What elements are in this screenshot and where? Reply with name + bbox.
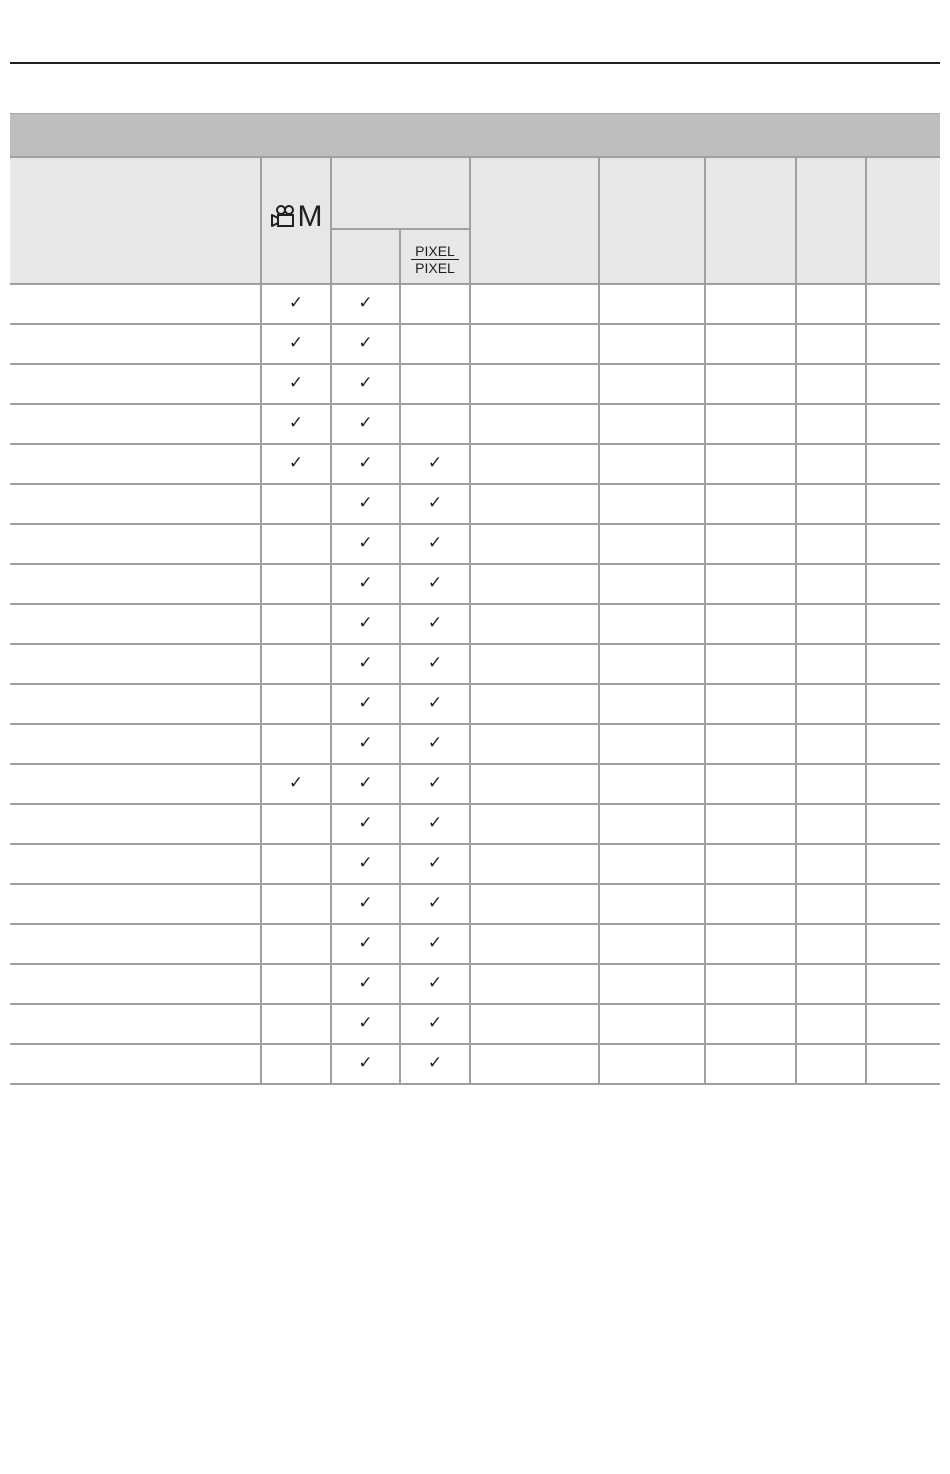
header-cell-pixel-pixel	[400, 229, 470, 284]
checkmark-icon: ✓	[358, 733, 373, 753]
empty-cell-col6	[599, 404, 705, 444]
checkmark-icon: ✓	[427, 653, 443, 673]
checkmark-icon: ✓	[358, 333, 373, 353]
check-cell-c3	[400, 524, 470, 564]
empty-cell-col8	[796, 924, 866, 964]
check-cell-c2	[331, 1044, 400, 1084]
empty-cell-col7	[705, 924, 796, 964]
empty-cell-col6	[599, 964, 705, 1004]
empty-cell-col8	[796, 364, 866, 404]
empty-cell-col7	[705, 644, 796, 684]
empty-cell-col8	[796, 964, 866, 1004]
check-cell-c2	[331, 724, 400, 764]
check-cell-c3	[400, 324, 470, 364]
table-row	[10, 284, 940, 324]
empty-cell-col5	[470, 964, 599, 1004]
empty-cell-col6	[599, 804, 705, 844]
empty-cell-col7	[705, 284, 796, 324]
empty-cell-col9	[866, 524, 940, 564]
checkmark-icon: ✓	[288, 453, 304, 473]
empty-cell-col7	[705, 364, 796, 404]
row-label	[10, 484, 261, 524]
movie-camera-icon	[271, 204, 297, 230]
check-cell-c1	[261, 324, 331, 364]
row-label	[10, 964, 261, 1004]
empty-cell-col9	[866, 844, 940, 884]
checkmark-icon: ✓	[358, 1053, 373, 1073]
check-cell-c3	[400, 884, 470, 924]
check-cell-c3	[400, 764, 470, 804]
checkmark-icon: ✓	[427, 773, 443, 793]
check-cell-c3	[400, 924, 470, 964]
empty-cell-col9	[866, 484, 940, 524]
checkmark-icon: ✓	[288, 293, 304, 313]
checkmark-icon: ✓	[358, 453, 373, 473]
check-cell-c2	[331, 524, 400, 564]
checkmark-icon: ✓	[358, 853, 373, 873]
check-cell-c2	[331, 1004, 400, 1044]
empty-cell-col6	[599, 524, 705, 564]
check-cell-c2	[331, 364, 400, 404]
table-row	[10, 684, 940, 724]
checkmark-icon: ✓	[427, 973, 443, 993]
empty-cell-col5	[470, 524, 599, 564]
row-label	[10, 324, 261, 364]
top-rule	[10, 62, 940, 64]
pixel-pixel-label	[411, 243, 459, 277]
empty-cell-col6	[599, 284, 705, 324]
empty-cell-col9	[866, 764, 940, 804]
empty-cell-col6	[599, 644, 705, 684]
empty-cell-col6	[599, 764, 705, 804]
checkmark-icon: ✓	[358, 773, 373, 793]
table-row	[10, 564, 940, 604]
check-cell-c3	[400, 644, 470, 684]
empty-cell-col8	[796, 404, 866, 444]
empty-cell-col9	[866, 604, 940, 644]
checkmark-icon: ✓	[358, 1013, 373, 1033]
row-label	[10, 524, 261, 564]
row-label	[10, 644, 261, 684]
check-cell-c3	[400, 964, 470, 1004]
empty-cell-col8	[796, 524, 866, 564]
table-row	[10, 1044, 940, 1084]
empty-cell-col7	[705, 844, 796, 884]
table-row	[10, 524, 940, 564]
empty-cell-col5	[470, 564, 599, 604]
checkmark-icon: ✓	[358, 573, 373, 593]
check-cell-c1	[261, 364, 331, 404]
header-cell-col5	[470, 157, 599, 284]
check-cell-c1	[261, 804, 331, 844]
empty-cell-col8	[796, 1044, 866, 1084]
checkmark-icon: ✓	[427, 693, 443, 713]
empty-cell-col8	[796, 324, 866, 364]
check-cell-c2	[331, 804, 400, 844]
empty-cell-col9	[866, 324, 940, 364]
check-cell-c3	[400, 364, 470, 404]
check-cell-c3	[400, 444, 470, 484]
empty-cell-col8	[796, 844, 866, 884]
header-cell-group	[331, 157, 470, 229]
check-cell-c1	[261, 604, 331, 644]
checkmark-icon: ✓	[288, 413, 304, 433]
empty-cell-col8	[796, 724, 866, 764]
empty-cell-col9	[866, 924, 940, 964]
check-cell-c3	[400, 484, 470, 524]
checkmark-icon: ✓	[358, 933, 373, 953]
table-row	[10, 364, 940, 404]
movie-mode-label	[271, 202, 322, 232]
empty-cell-col5	[470, 844, 599, 884]
row-label	[10, 284, 261, 324]
table-row	[10, 324, 940, 364]
row-label	[10, 724, 261, 764]
check-cell-c1	[261, 1004, 331, 1044]
check-cell-c2	[331, 884, 400, 924]
empty-cell-col5	[470, 444, 599, 484]
empty-cell-col9	[866, 684, 940, 724]
checkmark-icon: ✓	[288, 333, 304, 353]
check-cell-c3	[400, 1044, 470, 1084]
empty-cell-col8	[796, 684, 866, 724]
table-row	[10, 724, 940, 764]
empty-cell-col6	[599, 1004, 705, 1044]
empty-cell-col9	[866, 284, 940, 324]
empty-cell-col7	[705, 804, 796, 844]
checkmark-icon: ✓	[427, 1013, 443, 1033]
check-cell-c3	[400, 284, 470, 324]
empty-cell-col7	[705, 684, 796, 724]
feature-compatibility-table	[10, 156, 940, 1085]
row-label	[10, 764, 261, 804]
empty-cell-col5	[470, 884, 599, 924]
row-label	[10, 604, 261, 644]
empty-cell-col9	[866, 1044, 940, 1084]
check-cell-c1	[261, 444, 331, 484]
empty-cell-col6	[599, 684, 705, 724]
check-cell-c3	[400, 404, 470, 444]
empty-cell-col6	[599, 884, 705, 924]
checkmark-icon: ✓	[358, 813, 373, 833]
empty-cell-col6	[599, 604, 705, 644]
table-row	[10, 924, 940, 964]
header-cell-group-sub1	[331, 229, 400, 284]
check-cell-c3	[400, 804, 470, 844]
empty-cell-col7	[705, 564, 796, 604]
empty-cell-col5	[470, 324, 599, 364]
table-row	[10, 964, 940, 1004]
check-cell-c1	[261, 884, 331, 924]
empty-cell-col8	[796, 804, 866, 844]
checkmark-icon: ✓	[427, 493, 443, 513]
empty-cell-col5	[470, 724, 599, 764]
pixel-denominator: PIXEL	[415, 260, 455, 277]
empty-cell-col7	[705, 1044, 796, 1084]
check-cell-c1	[261, 484, 331, 524]
checkmark-icon: ✓	[358, 653, 373, 673]
row-label	[10, 404, 261, 444]
empty-cell-col9	[866, 724, 940, 764]
empty-cell-col7	[705, 444, 796, 484]
empty-cell-col5	[470, 1044, 599, 1084]
check-cell-c1	[261, 964, 331, 1004]
empty-cell-col5	[470, 804, 599, 844]
header-cell-movie-mode	[261, 157, 331, 284]
empty-cell-col7	[705, 884, 796, 924]
check-cell-c1	[261, 724, 331, 764]
checkmark-icon: ✓	[358, 293, 373, 313]
checkmark-icon: ✓	[427, 813, 443, 833]
pixel-numerator: PIXEL	[415, 242, 455, 259]
checkmark-icon: ✓	[427, 733, 443, 753]
checkmark-icon: ✓	[358, 533, 373, 553]
check-cell-c3	[400, 564, 470, 604]
row-label	[10, 684, 261, 724]
table-header-row-top	[10, 157, 940, 229]
check-cell-c1	[261, 644, 331, 684]
table-row	[10, 1004, 940, 1044]
checkmark-icon: ✓	[358, 373, 373, 393]
row-label	[10, 364, 261, 404]
table-row	[10, 644, 940, 684]
empty-cell-col6	[599, 1044, 705, 1084]
check-cell-c2	[331, 404, 400, 444]
check-cell-c2	[331, 924, 400, 964]
row-label	[10, 564, 261, 604]
empty-cell-col9	[866, 644, 940, 684]
check-cell-c2	[331, 484, 400, 524]
empty-cell-col7	[705, 1004, 796, 1044]
table-row	[10, 604, 940, 644]
check-cell-c1	[261, 564, 331, 604]
empty-cell-col8	[796, 444, 866, 484]
empty-cell-col8	[796, 484, 866, 524]
check-cell-c2	[331, 604, 400, 644]
row-label	[10, 804, 261, 844]
empty-cell-col7	[705, 724, 796, 764]
empty-cell-col9	[866, 404, 940, 444]
empty-cell-col6	[599, 724, 705, 764]
check-cell-c3	[400, 1004, 470, 1044]
check-cell-c2	[331, 764, 400, 804]
empty-cell-col5	[470, 364, 599, 404]
empty-cell-col9	[866, 884, 940, 924]
empty-cell-col5	[470, 484, 599, 524]
header-cell-col6	[599, 157, 705, 284]
check-cell-c2	[331, 844, 400, 884]
check-cell-c2	[331, 564, 400, 604]
check-cell-c2	[331, 964, 400, 1004]
empty-cell-col7	[705, 964, 796, 1004]
check-cell-c2	[331, 284, 400, 324]
empty-cell-col5	[470, 924, 599, 964]
empty-cell-col9	[866, 804, 940, 844]
section-header-bar	[10, 113, 940, 156]
header-cell-item	[10, 157, 261, 284]
empty-cell-col7	[705, 404, 796, 444]
checkmark-icon: ✓	[358, 973, 373, 993]
empty-cell-col5	[470, 684, 599, 724]
check-cell-c1	[261, 924, 331, 964]
check-cell-c1	[261, 404, 331, 444]
empty-cell-col5	[470, 764, 599, 804]
check-cell-c2	[331, 324, 400, 364]
empty-cell-col5	[470, 284, 599, 324]
empty-cell-col9	[866, 364, 940, 404]
empty-cell-col7	[705, 324, 796, 364]
check-cell-c2	[331, 684, 400, 724]
movie-mode-letter: M	[297, 200, 322, 233]
table-row	[10, 844, 940, 884]
empty-cell-col6	[599, 444, 705, 484]
checkmark-icon: ✓	[358, 413, 373, 433]
checkmark-icon: ✓	[427, 1053, 443, 1073]
empty-cell-col8	[796, 764, 866, 804]
checkmark-icon: ✓	[358, 613, 373, 633]
checkmark-icon: ✓	[427, 613, 443, 633]
checkmark-icon: ✓	[427, 533, 443, 553]
table-row	[10, 404, 940, 444]
checkmark-icon: ✓	[288, 373, 304, 393]
row-label	[10, 844, 261, 884]
empty-cell-col9	[866, 964, 940, 1004]
checkmark-icon: ✓	[288, 773, 304, 793]
empty-cell-col7	[705, 604, 796, 644]
check-cell-c1	[261, 284, 331, 324]
check-cell-c1	[261, 684, 331, 724]
row-label	[10, 1044, 261, 1084]
empty-cell-col5	[470, 604, 599, 644]
check-cell-c2	[331, 444, 400, 484]
check-cell-c2	[331, 644, 400, 684]
empty-cell-col9	[866, 1004, 940, 1044]
checkmark-icon: ✓	[427, 933, 443, 953]
check-cell-c3	[400, 724, 470, 764]
empty-cell-col8	[796, 1004, 866, 1044]
row-label	[10, 1004, 261, 1044]
empty-cell-col8	[796, 564, 866, 604]
empty-cell-col6	[599, 484, 705, 524]
empty-cell-col6	[599, 844, 705, 884]
table-row	[10, 804, 940, 844]
empty-cell-col8	[796, 644, 866, 684]
empty-cell-col8	[796, 604, 866, 644]
empty-cell-col7	[705, 524, 796, 564]
checkmark-icon: ✓	[427, 853, 443, 873]
check-cell-c3	[400, 684, 470, 724]
check-cell-c1	[261, 844, 331, 884]
row-label	[10, 924, 261, 964]
table-row	[10, 444, 940, 484]
header-cell-col7	[705, 157, 796, 284]
table-row	[10, 764, 940, 804]
empty-cell-col6	[599, 324, 705, 364]
empty-cell-col7	[705, 484, 796, 524]
empty-cell-col5	[470, 404, 599, 444]
checkmark-icon: ✓	[358, 693, 373, 713]
check-cell-c1	[261, 764, 331, 804]
checkmark-icon: ✓	[427, 573, 443, 593]
row-label	[10, 884, 261, 924]
header-cell-col9	[866, 157, 940, 284]
check-cell-c3	[400, 604, 470, 644]
empty-cell-col9	[866, 444, 940, 484]
empty-cell-col7	[705, 764, 796, 804]
checkmark-icon: ✓	[358, 893, 373, 913]
checkmark-icon: ✓	[358, 493, 373, 513]
empty-cell-col6	[599, 364, 705, 404]
checkmark-icon: ✓	[427, 453, 443, 473]
empty-cell-col8	[796, 284, 866, 324]
empty-cell-col5	[470, 644, 599, 684]
empty-cell-col5	[470, 1004, 599, 1044]
checkmark-icon: ✓	[427, 893, 443, 913]
check-cell-c1	[261, 524, 331, 564]
row-label	[10, 444, 261, 484]
check-cell-c3	[400, 844, 470, 884]
check-cell-c1	[261, 1044, 331, 1084]
empty-cell-col6	[599, 564, 705, 604]
empty-cell-col8	[796, 884, 866, 924]
table-row	[10, 884, 940, 924]
empty-cell-col6	[599, 924, 705, 964]
empty-cell-col9	[866, 564, 940, 604]
header-cell-col8	[796, 157, 866, 284]
table-row	[10, 484, 940, 524]
